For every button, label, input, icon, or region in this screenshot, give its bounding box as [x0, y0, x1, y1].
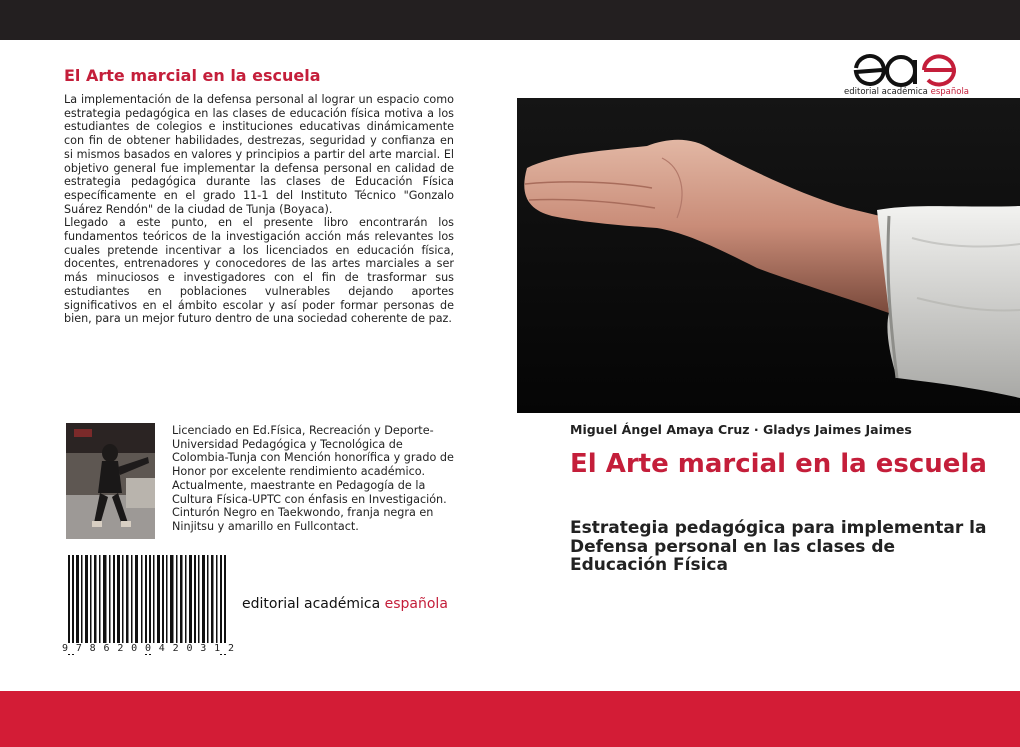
blurb-paragraph-2: Llegado a este punto, en el presente libro encontrarán los fundamentos teóricos de la investigación acción más relevantes los cuales pretende incentivar a los licenciados en educación física, docentes, entrenadores y conocedores de las artes marciales a ser más minuciosos e investigadores con el fin de trasformar sus estudiantes en poblaciones vulnerables dejando aportes significativos en el ámbito escolar y así poder formar personas de bien, para un mejor futuro dentro de una sociedad coherente de paz.	[64, 216, 454, 326]
isbn-digit: 2	[172, 643, 179, 654]
cover-photo-hand	[517, 98, 1020, 413]
isbn-digit: 3	[200, 643, 207, 654]
author-bio	[172, 424, 457, 534]
back-cover-title: El Arte marcial en la escuela	[64, 66, 321, 85]
author-photo	[66, 423, 155, 539]
author-photo-illustration	[66, 423, 155, 539]
martial-arts-hand-illustration	[517, 98, 1020, 413]
front-cover-subtitle: Estrategia pedagógica para implementar la Defensa personal en las clases de Educación Física	[570, 518, 987, 575]
back-publisher-name	[242, 596, 448, 612]
logo-caption-accent: española	[930, 87, 970, 97]
top-dark-band	[0, 0, 1020, 40]
isbn-digit: 4	[158, 643, 165, 654]
isbn-digits	[62, 643, 234, 654]
isbn-digit: 1	[214, 643, 221, 654]
isbn-digit: 2	[117, 643, 124, 654]
isbn-digit: 2	[227, 643, 234, 654]
isbn-digit: 6	[103, 643, 110, 654]
isbn-digit: 0	[144, 643, 151, 654]
isbn-barcode	[62, 555, 234, 655]
blurb-paragraph-1: La implementación de la defensa personal al lograr un espacio como estrategia pedagógica en las clases de educación física motiva a los estudiantes de colegios e instituciones educativas dinámicamente con fin de obtener habilidades, destrezas, seguridad y confianza en si mismos basados en valores y principios a partir del arte marcial. El objetivo general fue implementar la defensa personal en calidad de estrategia pedagógica durante las clases de Educación Física específicamente en el grado 11-1 del Instituto Técnico "Gonzalo Suárez Rendón" de la ciudad de Tunja (Boyaca).	[64, 93, 454, 216]
bottom-red-band	[0, 691, 1020, 747]
author-bio-text: Licenciado en Ed.Física, Recreación y Deporte-Universidad Pedagógica y Tecnológica de Colombia-Tunja con Mención honorífica y grado de Honor por excelente rendimiento académico. Actualmente, maestrante en Pedagogía de la Cultura Física-UPTC con énfasis en Investigación. Cinturón Negro en Taekwondo, franja negra en Ninjitsu y amarillo en Fullcontact.	[172, 424, 454, 533]
logo-caption	[844, 87, 969, 97]
isbn-digit: 8	[89, 643, 96, 654]
front-cover-title: El Arte marcial en la escuela	[570, 449, 987, 479]
front-cover-authors: Miguel Ángel Amaya Cruz · Gladys Jaimes Jaimes	[570, 422, 912, 437]
isbn-digit: 7	[75, 643, 82, 654]
back-cover-blurb	[64, 93, 454, 326]
logo-caption-main: editorial académica	[844, 87, 931, 97]
isbn-digit: 9	[62, 643, 69, 654]
back-publisher-accent: española	[384, 596, 448, 612]
isbn-digit: 0	[186, 643, 193, 654]
isbn-digit: 0	[131, 643, 138, 654]
back-publisher-main: editorial académica	[242, 596, 385, 612]
